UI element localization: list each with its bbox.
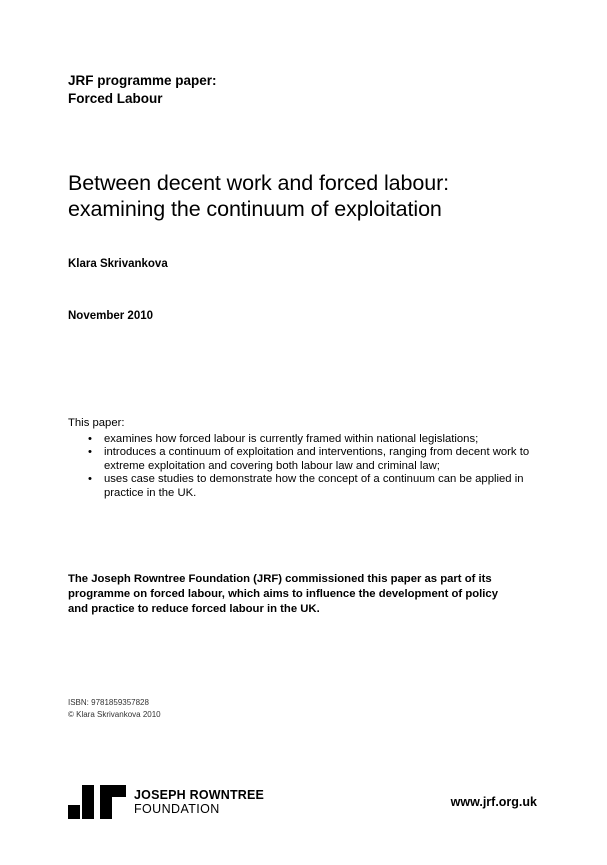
- commission-statement: The Joseph Rowntree Foundation (JRF) commissioned this paper as part of its programme on forced labour, which aims to influence the development of policy and practice to reduce forced labour in the UK.: [68, 573, 498, 615]
- summary-item: [88, 432, 548, 447]
- paper-title: [68, 170, 449, 222]
- title-line-2: examining the continuum of exploitation: [68, 197, 442, 221]
- logo-line-1: JOSEPH ROWNTREE: [134, 788, 265, 802]
- author-name: Klara Skrivankova: [68, 258, 168, 270]
- website-link[interactable]: www.jrf.org.uk: [450, 795, 537, 809]
- bullet-icon: •: [88, 473, 92, 486]
- summary-item-text: introduces a continuum of exploitation and interventions, ranging from decent work to extreme exploitation and covering both labour law and criminal law;: [104, 446, 530, 472]
- summary-item: [88, 446, 548, 473]
- summary-list: [68, 433, 548, 501]
- jrf-logo-mark-icon: [68, 785, 126, 819]
- bullet-icon: •: [88, 432, 92, 445]
- logo-wordmark: [134, 788, 264, 816]
- series-label: [68, 72, 217, 108]
- title-line-1: Between decent work and forced labour:: [68, 171, 450, 195]
- summary-item-text: uses case studies to demonstrate how the concept of a continuum can be applied in practice in the UK.: [104, 473, 524, 499]
- bullet-icon: •: [88, 446, 92, 459]
- series-line-1: JRF programme paper:: [68, 73, 217, 88]
- logo-line-2: FOUNDATION: [134, 802, 220, 816]
- isbn: ISBN: 9781859357828: [68, 698, 149, 707]
- publication-meta: [68, 697, 161, 720]
- series-line-2: Forced Labour: [68, 91, 163, 106]
- publication-date: November 2010: [68, 310, 154, 322]
- summary-item: [88, 473, 548, 500]
- summary-section: [68, 417, 548, 501]
- jrf-logo: [68, 784, 264, 820]
- summary-item-text: examines how forced labour is currently framed within national legislations;: [104, 432, 479, 445]
- copyright: © Klara Skrivankova 2010: [68, 709, 161, 719]
- summary-intro: This paper:: [68, 417, 125, 429]
